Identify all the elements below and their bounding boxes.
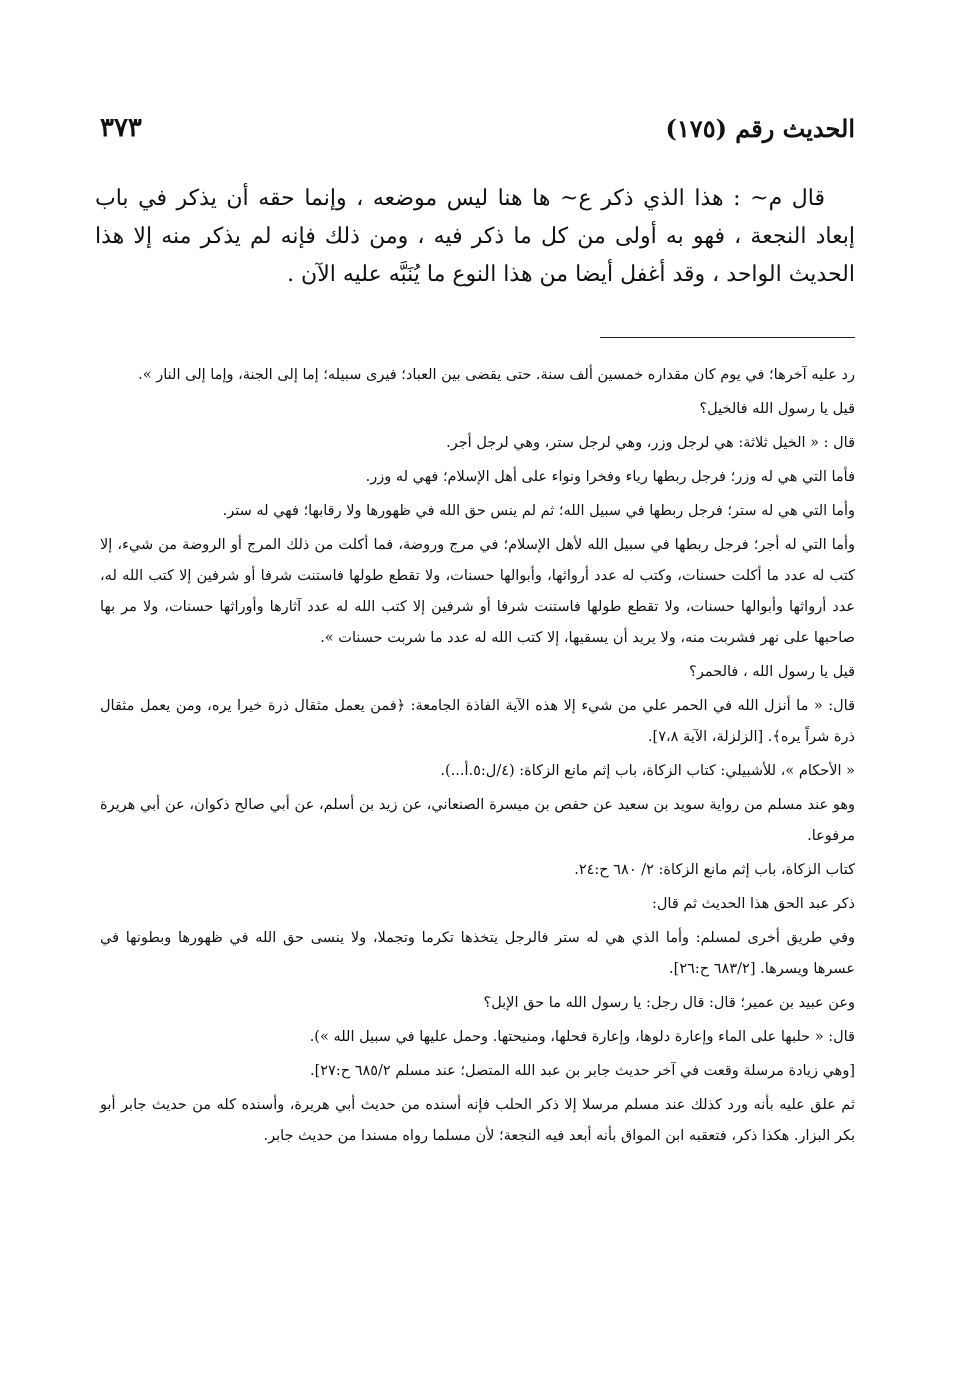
- footnote-paragraph: وفي طريق أخرى لمسلم: وأما الذي هي له ستر فالرجل يتخذها تكرما وتجملا، ولا ينسى حق الله في ظهورها وبطونها في عسرها ويسرها. [٦٨٣/٢ ح:٢٦].: [100, 930, 855, 977]
- running-title: الحديث رقم (١٧٥): [665, 113, 855, 143]
- footnotes: [100, 360, 855, 1155]
- footnote-paragraph: قيل يا رسول الله ، فالحمر؟: [689, 664, 855, 680]
- footnote-paragraph: قال : « الخيل ثلاثة: هي لرجل وزر، وهي لرجل ستر، وهي لرجل أجر.: [446, 435, 855, 451]
- main-paragraph: قال م~ : هذا الذي ذكر ع~ ها هنا ليس موضعه ، وإنما حقه أن يذكر في باب إبعاد النجعة ، فهو به أولى من كل ما ذكر فيه ، ومن ذلك فإنه لم يذكر منه إلا هذا الحديث الواحد ، وقد أغفل أيضا من هذا النوع ما يُنَبَّه عليه الآن .: [95, 186, 855, 287]
- page-number: ٣٧٣: [100, 113, 142, 143]
- footnote-paragraph: قيل يا رسول الله فالخيل؟: [699, 401, 855, 417]
- footnote-paragraph: [وهي زيادة مرسلة وقعت في آخر حديث جابر بن عبد الله المتصل؛ عند مسلم ٦٨٥/٢ ح:٢٧].: [309, 1063, 855, 1079]
- footnote-paragraph: وأما التي هي له ستر؛ فرجل ربطها في سبيل الله؛ ثم لم ينس حق الله في ظهورها ولا رقابها؛ فهي له ستر.: [222, 503, 855, 519]
- main-text: [95, 180, 855, 294]
- footnote-paragraph: وعن عبيد بن عمير؛ قال: قال رجل: يا رسول الله ما حق الإبل؟: [483, 995, 855, 1011]
- footnote-paragraph: فأما التي هي له وزر؛ فرجل ربطها رياء وفخرا ونواء على أهل الإسلام؛ فهي له وزر.: [365, 469, 855, 485]
- footnote-paragraph: رد عليه آخرها؛ في يوم كان مقداره خمسين ألف سنة. حتى يقضى بين العباد؛ فيرى سبيله؛ إما إلى الجنة، وإما إلى النار ».: [138, 367, 855, 383]
- footnote-paragraph: وأما التي له أجر؛ فرجل ربطها في سبيل الله لأهل الإسلام؛ في مرج وروضة، فما أكلت من ذلك المرج أو الروضة من شيء، إلا كتب له عدد ما أكلت حسنات، وكتب له عدد أرواثها، وأبوالها حسنات، ولا تقطع طولها فاستنت شرفا أو شرفين إلا كتب الله له، عدد أرواثها وأبوالها حسنات، ولا تقطع طولها فاستنت شرفا أو شرفين إلا كتب الله له عدد آثارها وأوراثها حسنات، ولا مر بها صاحبها على نهر فشربت منه، ولا يريد أن يسقيها، إلا كتب الله له عدد ما شربت حسنات ».: [100, 537, 855, 646]
- footnote-paragraph: كتاب الزكاة، باب إثم مانع الزكاة: ٢/ ٦٨٠ ح:٢٤.: [574, 862, 855, 878]
- footnote-paragraph: « الأحكام »، للأشبيلي: كتاب الزكاة، باب إثم مانع الزكاة: (٤/ل:٥.أ...).: [440, 763, 855, 779]
- footnote-paragraph: قال: « حلبها على الماء وإعارة دلوها، وإعارة فحلها، ومنيحتها. وحمل عليها في سبيل الله »).: [309, 1029, 855, 1045]
- footnote-separator: [600, 337, 855, 338]
- footnote-paragraph: وهو عند مسلم من رواية سويد بن سعيد عن حفص بن ميسرة الصنعاني، عن زيد بن أسلم، عن أبي صالح ذكوان، عن أبي هريرة مرفوعا.: [100, 797, 855, 844]
- page-header: [100, 108, 855, 148]
- footnote-paragraph: ثم علق عليه بأنه ورد كذلك عند مسلم مرسلا إلا ذكر الحلب فإنه أسنده من حديث أبي هريرة، وأسنده كله من حديث جابر أبو بكر البزار. هكذا ذكر، فتعقبه ابن المواق بأنه أبعد فيه النجعة؛ لأن مسلما رواه مسندا من حديث جابر.: [100, 1097, 855, 1144]
- footnote-paragraph: ذكر عبد الحق هذا الحديث ثم قال:: [652, 896, 855, 912]
- footnote-paragraph: قال: « ما أنزل الله في الحمر علي من شيء إلا هذه الآية الفاذة الجامعة: ﴿فمن يعمل مثقال ذرة خيرا يره، ومن يعمل مثقال ذرة شراً يره﴾. [الزلزلة، الآية ٧،٨].: [100, 698, 855, 745]
